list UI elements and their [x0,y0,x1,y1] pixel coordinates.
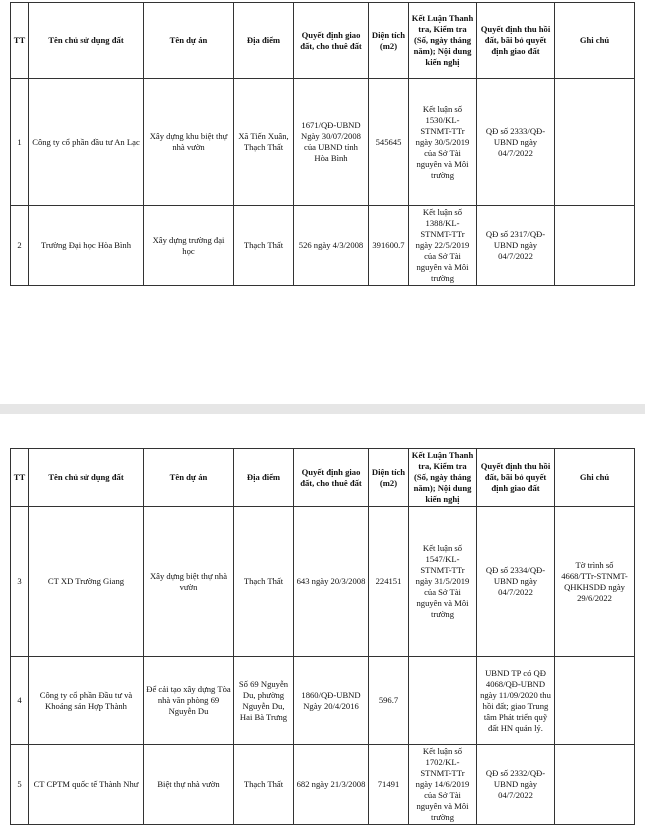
cell-decision: 643 ngày 20/3/2008 [294,507,369,657]
cell-owner: CT CPTM quốc tế Thành Như [29,745,144,825]
cell-revoke: QĐ số 2334/QĐ-UBND ngày 04/7/2022 [477,507,555,657]
land-table-page-2 [10,448,635,825]
cell-conclusion: Kết luận số 1388/KL-STNMT-TTr ngày 22/5/2019 của Sở Tài nguyên và Môi trường [409,206,477,286]
cell-decision: 526 ngày 4/3/2008 [294,206,369,286]
page-separator [0,404,645,414]
header-conclusion: Kết Luận Thanh tra, Kiểm tra (Số, ngày tháng năm); Nội dung kiến nghị [409,3,477,79]
cell-area: 545645 [369,79,409,206]
cell-area: 391600.7 [369,206,409,286]
table-header-row [11,449,635,507]
cell-note [555,206,635,286]
cell-tt: 4 [11,657,29,745]
cell-decision: 1860/QĐ-UBND Ngày 20/4/2016 [294,657,369,745]
header-revoke: Quyết định thu hồi đất, bãi bỏ quyết định giao đất [477,3,555,79]
cell-revoke: QĐ số 2332/QĐ-UBND ngày 04/7/2022 [477,745,555,825]
header-location: Địa điểm [234,3,294,79]
table-row [11,745,635,825]
cell-area: 596.7 [369,657,409,745]
header-note: Ghi chú [555,3,635,79]
cell-project: Xây dựng trường đại học [144,206,234,286]
cell-conclusion: Kết luận số 1702/KL-STNMT-TTr ngày 14/6/2019 của Sở Tài nguyên và Môi trường [409,745,477,825]
header-project: Tên dự án [144,449,234,507]
cell-note [555,745,635,825]
header-owner: Tên chủ sử dụng đất [29,449,144,507]
cell-conclusion [409,657,477,745]
cell-revoke: UBND TP có QĐ 4068/QĐ-UBND ngày 11/09/2020 thu hồi đất; giao Trung tâm Phát triển quỹ đất HN quản lý. [477,657,555,745]
cell-decision: 682 ngày 21/3/2008 [294,745,369,825]
cell-owner: Công ty cổ phần đầu tư An Lạc [29,79,144,206]
header-tt: TT [11,449,29,507]
table-row [11,79,635,206]
cell-location: Số 69 Nguyễn Du, phường Nguyễn Du, Hai Bà Trưng [234,657,294,745]
document-page-2 [0,414,645,839]
cell-location: Thạch Thất [234,206,294,286]
header-decision: Quyết định giao đất, cho thuê đất [294,3,369,79]
cell-tt: 1 [11,79,29,206]
cell-location: Xã Tiến Xuân, Thạch Thất [234,79,294,206]
table-row [11,206,635,286]
cell-revoke: QĐ số 2317/QĐ-UBND ngày 04/7/2022 [477,206,555,286]
cell-revoke: QĐ số 2333/QĐ-UBND ngày 04/7/2022 [477,79,555,206]
header-note: Ghi chú [555,449,635,507]
cell-conclusion: Kết luận số 1530/KL-STNMT-TTr ngày 30/5/2019 của Sở Tài nguyên và Môi trường [409,79,477,206]
cell-tt: 3 [11,507,29,657]
cell-project: Xây dựng biệt thự nhà vườn [144,507,234,657]
cell-owner: Công ty cổ phần Đầu tư và Khoáng sản Hợp Thành [29,657,144,745]
header-owner: Tên chủ sử dụng đất [29,3,144,79]
header-project: Tên dự án [144,3,234,79]
cell-project: Biệt thự nhà vườn [144,745,234,825]
header-location: Địa điểm [234,449,294,507]
header-revoke: Quyết định thu hồi đất, bãi bỏ quyết định giao đất [477,449,555,507]
cell-location: Thạch Thất [234,507,294,657]
table-row [11,657,635,745]
header-area: Diện tích (m2) [369,449,409,507]
cell-owner: Trường Đại học Hòa Bình [29,206,144,286]
cell-project: Để cải tạo xây dựng Tòa nhà văn phòng 69 Nguyễn Du [144,657,234,745]
cell-owner: CT XD Trường Giang [29,507,144,657]
cell-decision: 1671/QĐ-UBND Ngày 30/07/2008 của UBND tỉnh Hòa Bình [294,79,369,206]
cell-conclusion: Kết luận số 1547/KL-STNMT-TTr ngày 31/5/2019 của Sở Tài nguyên và Môi trường [409,507,477,657]
table-row [11,507,635,657]
document-page-1 [0,0,645,404]
header-conclusion: Kết Luận Thanh tra, Kiểm tra (Số, ngày tháng năm); Nội dung kiến nghị [409,449,477,507]
cell-note [555,657,635,745]
cell-area: 224151 [369,507,409,657]
header-decision: Quyết định giao đất, cho thuê đất [294,449,369,507]
table-header-row [11,3,635,79]
cell-tt: 5 [11,745,29,825]
land-table-page-1 [10,2,635,286]
header-area: Diện tích (m2) [369,3,409,79]
cell-project: Xây dựng khu biệt thự nhà vườn [144,79,234,206]
cell-area: 71491 [369,745,409,825]
cell-location: Thạch Thất [234,745,294,825]
cell-note [555,79,635,206]
cell-tt: 2 [11,206,29,286]
cell-note: Tờ trình số 4668/TTr-STNMT-QHKHSDĐ ngày 29/6/2022 [555,507,635,657]
header-tt: TT [11,3,29,79]
